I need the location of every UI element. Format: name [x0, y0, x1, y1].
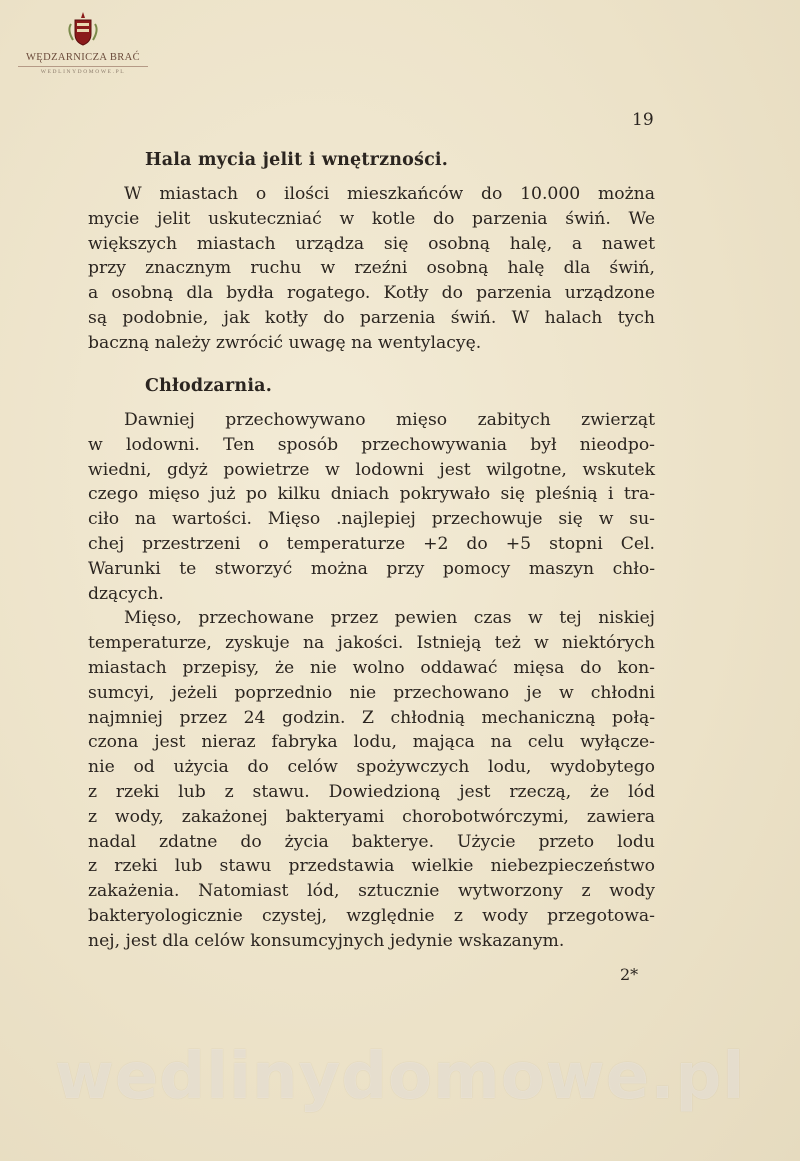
text-line: a osobną dla bydła rogatego. Kotły do parzenia urządzone: [88, 283, 655, 304]
text-line: nadal zdatne do życia bakterye. Użycie przeto lodu: [88, 831, 655, 852]
text-line: mycie jelit uskuteczniać w kotle do parzenia świń. We: [88, 208, 655, 229]
text-line: przy znacznym ruchu w rzeźni osobną halę dla świń,: [88, 258, 655, 279]
text-line: baczną należy zwrócić uwagę na wentylacyę.: [88, 332, 482, 353]
crest-icon: [63, 10, 103, 50]
text-line: ciło na wartości. Mięso .najlepiej przechowuje się w su-: [88, 509, 655, 530]
text-line: czego mięso już po kilku dniach pokrywało się pleśnią i tra-: [88, 484, 655, 505]
text-line: wiedni, gdyż powietrze w lodowni jest wilgotne, wskutek: [88, 459, 655, 480]
brand-logo: [18, 10, 148, 75]
text-line: zakażenia. Natomiast lód, sztucznie wytworzony z wody: [88, 881, 655, 902]
text-line: W miastach o ilości mieszkańców do 10.000 można: [124, 184, 655, 204]
text-line: nej, jest dla celów konsumcyjnych jedynie wskazanym.: [88, 930, 565, 951]
page-number: 19: [632, 110, 654, 130]
logo-url: WEDLINYDOMOWE.PL: [40, 69, 126, 75]
text-line: nie od użycia do celów spożywczych lodu, wydobytego: [88, 757, 655, 778]
text-line: Mięso, przechowane przez pewien czas w tej niskiej: [124, 608, 655, 629]
section-hala-body: [88, 182, 655, 356]
text-line: sumcyi, jeżeli poprzednio nie przechowano je w chłodni: [88, 682, 655, 703]
text-line: najmniej przez 24 godzin. Z chłodnią mechaniczną połą-: [88, 707, 655, 728]
logo-divider: [18, 66, 148, 67]
text-line: z rzeki lub z stawu. Dowiedzioną jest rzeczą, że lód: [88, 781, 655, 802]
text-line: bakteryologicznie czystej, względnie z wody przegotowa-: [88, 905, 655, 926]
text-line: są podobnie, jak kotły do parzenia świń. W halach tych: [88, 307, 655, 328]
text-line: większych miastach urządza się osobną halę, a nawet: [88, 233, 655, 254]
text-line: z wody, zakażonej bakteryami chorobotwórczymi, zawiera: [88, 806, 655, 827]
logo-name: WĘDZARNICZA BRAĆ: [25, 52, 141, 63]
text-line: Warunki te stworzyć można przy pomocy maszyn chło-: [88, 558, 655, 579]
text-line: czona jest nieraz fabryka lodu, mająca na celu wyłącze-: [88, 732, 655, 753]
text-line: dzących.: [88, 583, 164, 604]
section-heading-chlodzarnia: Chłodzarnia.: [145, 376, 272, 396]
watermark: wedlinydomowe.pl: [54, 1040, 746, 1114]
text-line: chej przestrzeni o temperaturze +2 do +5 stopni Cel.: [88, 533, 655, 554]
text-line: temperaturze, zyskuje na jakości. Istnieją też w niektórych: [88, 633, 655, 654]
text-line: z rzeki lub stawu przedstawia wielkie niebezpieczeństwo: [88, 856, 655, 877]
text-line: Dawniej przechowywano mięso zabitych zwierząt: [124, 410, 655, 430]
text-line: miastach przepisy, że nie wolno oddawać mięsa do kon-: [88, 657, 655, 678]
signature-mark: 2*: [620, 965, 639, 984]
section-heading-hala: Hala mycia jelit i wnętrzności.: [145, 150, 449, 170]
text-line: w lodowni. Ten sposób przechowywania był nieodpo-: [88, 434, 655, 455]
section-chlodzarnia-body: [88, 408, 655, 954]
